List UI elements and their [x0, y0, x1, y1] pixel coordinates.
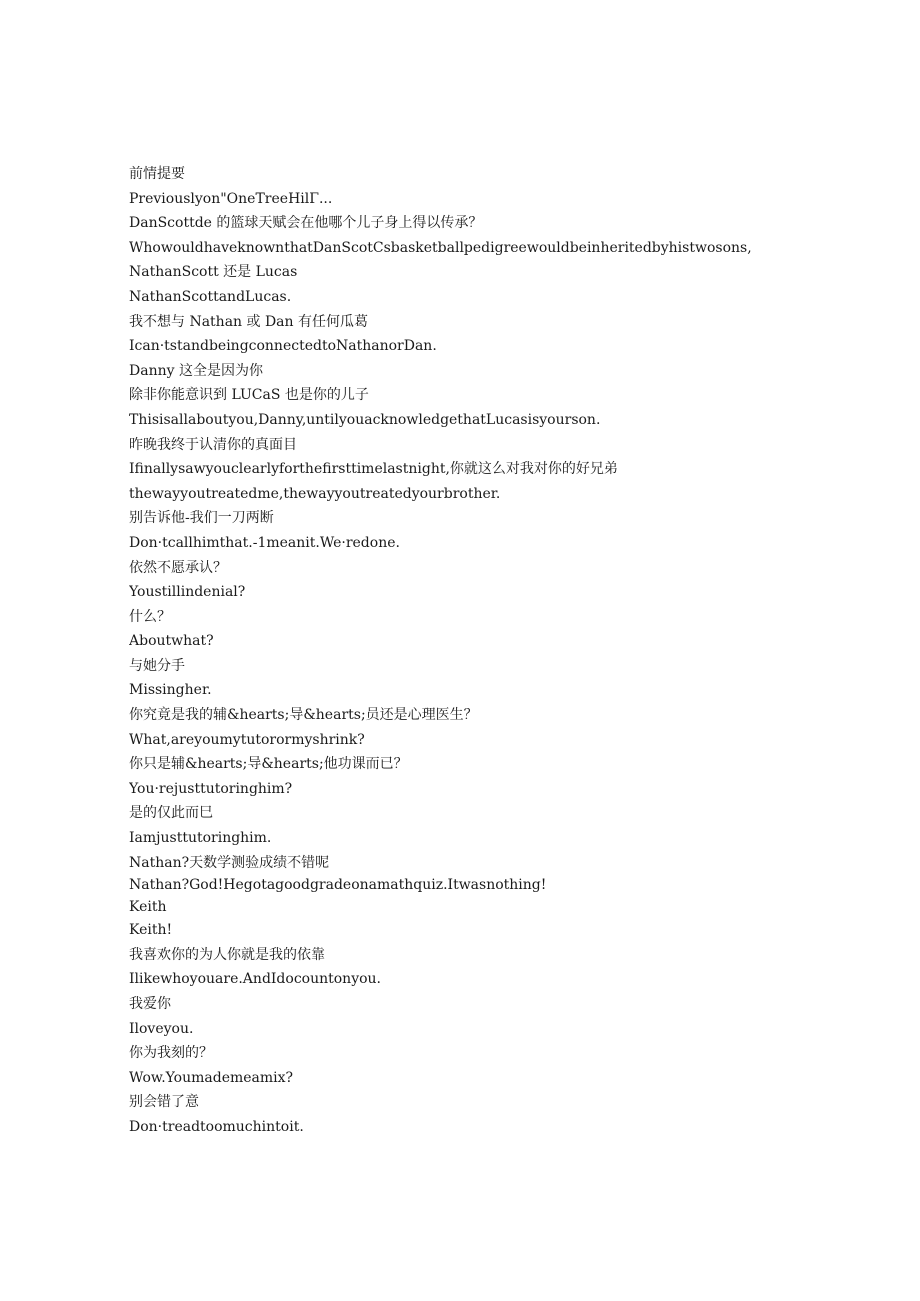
text-line: 我不想与 Nathan 或 Dan 有任何瓜葛 [129, 313, 368, 330]
text-line: 你究竟是我的辅&hearts;导&hearts;员还是心理医生？ [129, 707, 478, 724]
text-line: 依然不愿承认？ [129, 559, 227, 576]
text-line: Ilikewhoyouare.AndIdocountonyou. [129, 971, 381, 988]
text-line: NathanScott 还是 Lucas [129, 264, 298, 281]
text-line: Keith [129, 898, 167, 915]
text-line: What,areyoumytutorormyshrink? [129, 731, 365, 748]
text-line: Aboutwhat? [129, 633, 214, 650]
text-line: Iloveyou. [129, 1020, 194, 1037]
text-line: Danny 这全是因为你 [129, 362, 263, 379]
text-line: You·rejusttutoringhim? [129, 780, 293, 797]
text-line: 除非你能意识到 LUCaS 也是你的儿子 [129, 387, 369, 404]
text-line: 我喜欢你的为人你就是我的依靠 [129, 946, 325, 963]
text-line: 别会错了意 [129, 1094, 199, 1111]
text-line: 与她分手 [129, 657, 185, 674]
text-line: 你只是辅&hearts;导&hearts;他功课而已？ [129, 756, 408, 773]
text-line: 什么？ [129, 608, 171, 625]
text-line: Youstillindenial? [129, 584, 246, 601]
text-line: Missingher. [129, 682, 212, 699]
text-line: Keith! [129, 922, 173, 939]
text-line: 是的仅此而巳 [129, 805, 213, 822]
subtitle-text-block [129, 162, 889, 1140]
text-line: Previouslyon"OneTreeHilΓ... [129, 190, 333, 207]
text-line: Wow.Youmademeamix? [129, 1069, 294, 1086]
text-line: 你为我刻的？ [129, 1045, 213, 1062]
text-line: thewayyoutreatedme,thewayyoutreatedyourbrother. [129, 485, 501, 502]
text-line: Iamjusttutoringhim. [129, 830, 272, 847]
text-line: Don·treadtoomuchintoit. [129, 1118, 304, 1135]
text-line: 别告诉他-我们一刀两断 [129, 510, 274, 527]
text-line: 昨晚我终于认清你的真面目 [129, 436, 297, 453]
text-line: Ican·tstandbeingconnectedtoNathanorDan. [129, 338, 437, 355]
text-line: Thisisallaboutyou,Danny,untilyouacknowledgethatLucasisyourson. [129, 411, 601, 428]
text-line: 前情提要 [129, 166, 185, 182]
text-line: 我爱你 [129, 996, 171, 1012]
text-line: NathanScottandLucas. [129, 288, 292, 305]
text-line: WhowouldhaveknownthatDanScotCsbasketballpedigreewouldbeinheritedbyhistwosons, [129, 239, 752, 256]
text-line: DanScottde 的篮球天赋会在他哪个儿子身上得以传承？ [129, 215, 483, 232]
text-line: Nathan?天数学测验成绩不错呢 [129, 854, 330, 871]
text-line: Don·tcallhimthat.-1meanit.We·redone. [129, 534, 400, 551]
text-line: Nathan?God!Hegotagoodgradeonamathquiz.Itwasnothing! [129, 877, 547, 894]
text-line: Ifinallysawyouclearlyforthefirsttimelastnight,你就这么对我对你的好兄弟 [129, 461, 618, 478]
